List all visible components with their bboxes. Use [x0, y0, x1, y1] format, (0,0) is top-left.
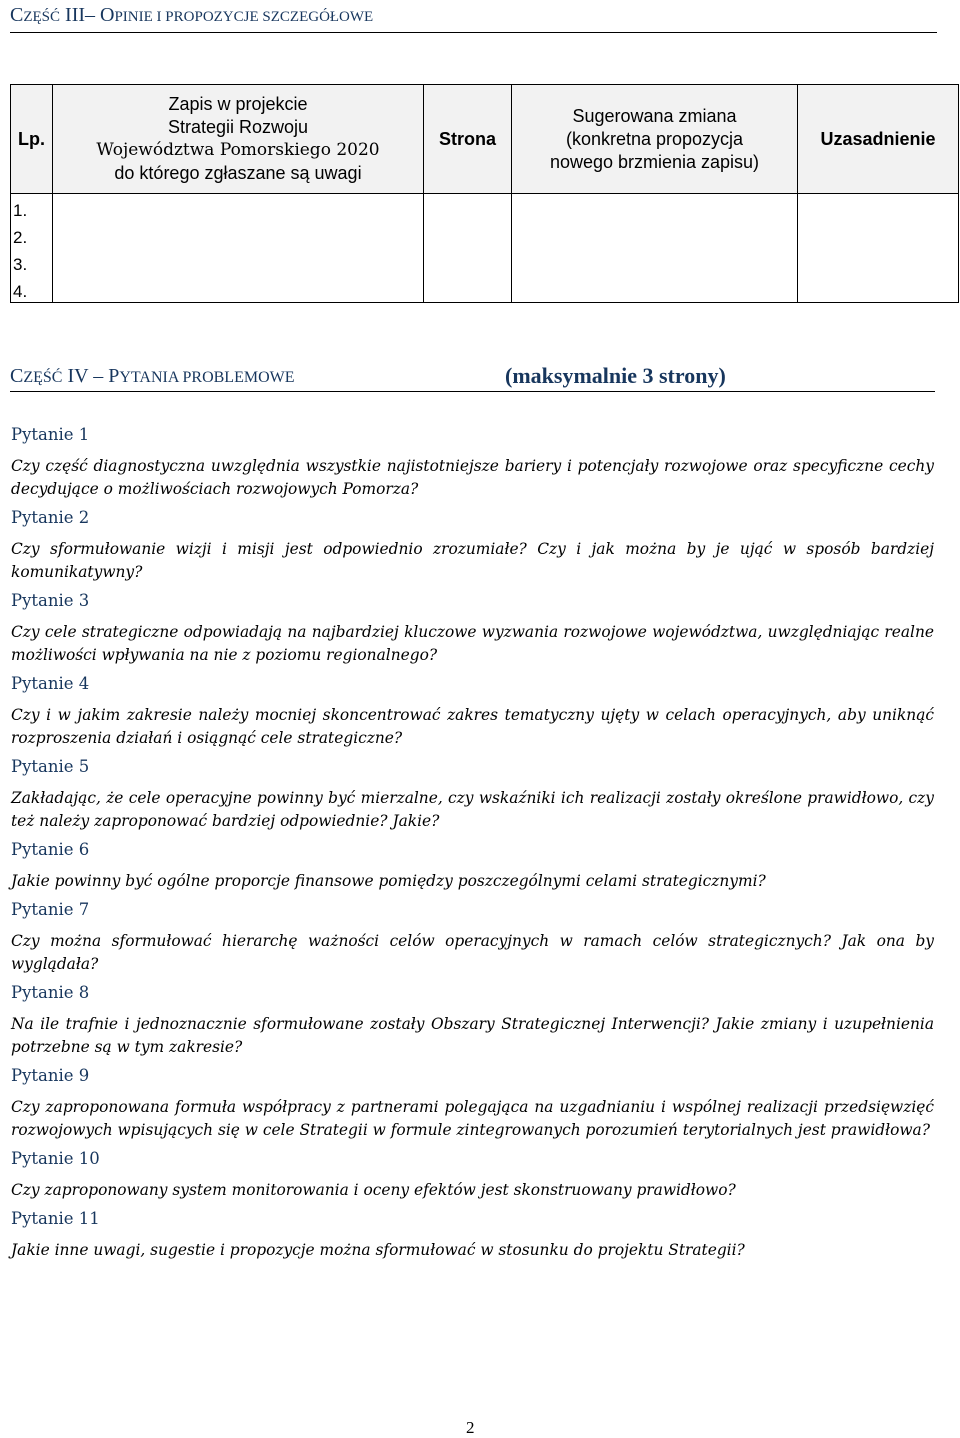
col-zapis-line1: Zapis w projekcie — [168, 94, 308, 114]
section-4-heading — [10, 365, 935, 392]
question-label: Pytanie 6 — [11, 840, 90, 859]
question-item — [11, 1148, 934, 1202]
row-sugerowana-cell[interactable] — [512, 275, 798, 303]
heading-initial: C — [10, 4, 24, 26]
row-number: 1. — [11, 194, 53, 222]
col-sug-line3: nowego brzmienia zapisu) — [549, 151, 760, 172]
question-label: Pytanie 10 — [11, 1149, 100, 1168]
row-uzasadnienie-cell[interactable] — [798, 221, 959, 248]
question-label: Pytanie 4 — [11, 674, 90, 693]
question-label: Pytanie 8 — [11, 983, 90, 1002]
heading-rest: PINIE I PROPOZYCJE SZCZEGÓŁOWE — [114, 9, 374, 25]
heading-number: IV — [62, 365, 89, 387]
col-uzasadnienie — [798, 85, 959, 194]
question-label: Pytanie 2 — [11, 508, 90, 527]
question-text: Czy cele strategiczne odpowiadają na najbardziej kluczowe wyzwania rozwojowe województwa, uwzględniając realne możliwości wpływania na nie z poziomu regionalnego? — [11, 623, 934, 664]
col-lp-label: Lp. — [18, 128, 45, 149]
question-label: Pytanie 1 — [11, 425, 90, 444]
row-strona-cell[interactable] — [424, 275, 512, 303]
row-sugerowana-cell[interactable] — [512, 194, 798, 222]
row-zapis-cell[interactable] — [53, 275, 424, 303]
table-row — [11, 221, 959, 248]
col-zapis-line3: Województwa Pomorskiego 2020 — [96, 140, 380, 160]
section-4-title — [10, 365, 295, 388]
row-strona-cell[interactable] — [424, 248, 512, 275]
heading-initial: C — [10, 365, 24, 387]
question-label: Pytanie 5 — [11, 757, 90, 776]
question-text: Czy i w jakim zakresie należy mocniej skoncentrować zakres tematyczny ujęty w celach operacyjnych, aby uniknąć rozproszenia działań i osiągnąć cele strategiczne? — [11, 706, 934, 747]
question-text: Czy można sformułować hierarchę ważności celów operacyjnych w ramach celów strategicznych? Jak ona by wyglądała? — [11, 932, 934, 973]
col-zapis-line4: do którego zgłaszane są uwagi — [114, 163, 362, 183]
row-zapis-cell[interactable] — [53, 248, 424, 275]
page-number: 2 — [466, 1418, 475, 1437]
question-label: Pytanie 11 — [11, 1209, 100, 1228]
row-sugerowana-cell[interactable] — [512, 221, 798, 248]
question-item — [11, 982, 934, 1059]
question-text: Czy część diagnostyczna uwzględnia wszystkie najistotniejsze bariery i potencjały rozwojowe oraz specyficzne cechy decydujące o możliwościach rozwojowych Pomorza? — [11, 457, 934, 498]
question-label: Pytanie 9 — [11, 1066, 90, 1085]
row-uzasadnienie-cell[interactable] — [798, 248, 959, 275]
row-sugerowana-cell[interactable] — [512, 248, 798, 275]
question-text: Czy zaproponowany system monitorowania i oceny efektów jest skonstruowany prawidłowo? — [11, 1181, 736, 1199]
question-item — [11, 839, 934, 893]
question-text: Czy sformułowanie wizji i misji jest odpowiednio zrozumiałe? Czy i jak można by je ująć w sposób bardziej komunikatywny? — [11, 540, 934, 581]
page-limit-note: (maksymalnie 3 strony) — [505, 363, 726, 388]
question-item — [11, 899, 934, 976]
heading-number: III– — [60, 4, 96, 26]
question-label: Pytanie 7 — [11, 900, 90, 919]
row-strona-cell[interactable] — [424, 194, 512, 222]
table-row — [11, 194, 959, 222]
question-text: Zakładając, że cele operacyjne powinny być mierzalne, czy wskaźniki ich realizacji zostały określone prawidłowo, czy też należy zaproponować bardziej odpowiednie? Jakie? — [11, 789, 934, 830]
question-text: Na ile trafnie i jednoznacznie sformułowane zostały Obszary Strategicznej Interwencji? Jakie zmiany i uzupełnienia potrzebne są w tym zakresie? — [11, 1015, 934, 1056]
col-lp — [11, 85, 53, 194]
heading-smallcaps: ZĘŚĆ — [23, 9, 61, 25]
opinions-table — [10, 84, 959, 303]
question-item — [11, 1065, 934, 1142]
row-zapis-cell[interactable] — [53, 221, 424, 248]
col-sug-line1: Sugerowana zmiana — [572, 105, 737, 126]
question-item — [11, 424, 934, 501]
row-number: 2. — [11, 221, 53, 248]
row-uzasadnienie-cell[interactable] — [798, 194, 959, 222]
row-number: 3. — [11, 248, 53, 275]
heading-dash: – P — [88, 365, 120, 387]
question-item — [11, 756, 934, 833]
table-row — [11, 248, 959, 275]
col-sugerowana — [512, 85, 798, 194]
table-header-row — [11, 85, 959, 194]
col-sug-line2: (konkretna propozycja — [565, 128, 744, 149]
question-text: Czy zaproponowana formuła współpracy z partnerami polegająca na uzgadnianiu i wspólnej realizacji przedsięwzięć rozwojowych wpisujących się w cele Strategii w formule zintegrowanych porozumień terytorialnych jest prawidłowa? — [11, 1098, 934, 1139]
heading-initial-o: O — [95, 4, 115, 26]
question-label: Pytanie 3 — [11, 591, 90, 610]
question-item — [11, 1208, 934, 1262]
question-text: Jakie inne uwagi, sugestie i propozycje można sformułować w stosunku do projektu Strategii? — [11, 1241, 745, 1259]
col-zapis — [53, 85, 424, 194]
col-strona-label: Strona — [438, 128, 496, 149]
heading-smallcaps: ZĘŚĆ — [23, 369, 63, 386]
question-item — [11, 673, 934, 750]
row-uzasadnienie-cell[interactable] — [798, 275, 959, 303]
question-item — [11, 590, 934, 667]
row-zapis-cell[interactable] — [53, 194, 424, 222]
col-strona — [424, 85, 512, 194]
row-strona-cell[interactable] — [424, 221, 512, 248]
row-number: 4. — [11, 275, 53, 303]
question-text: Jakie powinny być ogólne proporcje finansowe pomiędzy poszczególnymi celami strategicznymi? — [11, 872, 766, 890]
questions-list — [11, 424, 934, 1268]
col-uzasadnienie-label: Uzasadnienie — [820, 128, 936, 149]
section-3-heading — [10, 4, 937, 33]
question-item — [11, 507, 934, 584]
heading-rest: YTANIA PROBLEMOWE — [119, 369, 295, 386]
col-zapis-line2: Strategii Rozwoju — [167, 117, 309, 137]
table-row — [11, 275, 959, 303]
